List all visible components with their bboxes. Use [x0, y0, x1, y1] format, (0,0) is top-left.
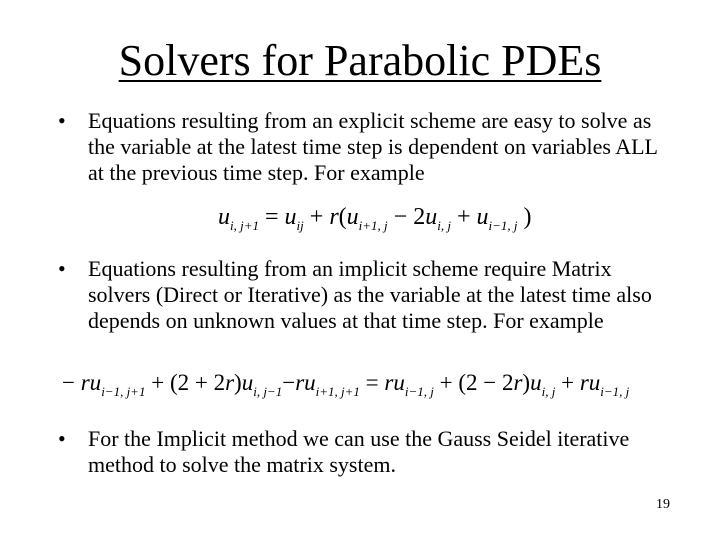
page-number: 19 [656, 497, 670, 512]
implicit-scheme-equation: − $ru_{i-1, j+1} + (2 + 2r)u_{i, j-1}-ru_{i+1, j+1} = ru_{i-1, j} + (2 - 2r)u_{i, j} + ru_{i-1, j}$ [62, 370, 630, 399]
bullet-explicit-scheme [58, 108, 668, 186]
explicit-scheme-equation: $u_{i, j+1} = u_{ij} + r(u_{i+1, j} - 2u_{i, j} + u_{i-1, j}$ ) [218, 204, 532, 233]
bullet-gauss-seidel [58, 426, 668, 478]
bullet-implicit-scheme [58, 256, 668, 334]
bullet-marker: • [58, 108, 66, 133]
bullet-text: For the Implicit method we can use the Gauss Seidel iterative method to solve the matrix system. [88, 426, 630, 477]
slide-title: Solvers for Parabolic PDEs [118, 36, 602, 85]
bullet-text: Equations resulting from an explicit scheme are easy to solve as the variable at the latest time step is dependent on variables ALL at the previous time step. For example [88, 108, 658, 185]
bullet-marker: • [58, 256, 66, 281]
bullet-text: Equations resulting from an implicit scheme require Matrix solvers (Direct or Iterative) as the variable at the latest time also depends on unknown values at that time step. For example [88, 256, 652, 333]
bullet-marker: • [58, 426, 66, 451]
